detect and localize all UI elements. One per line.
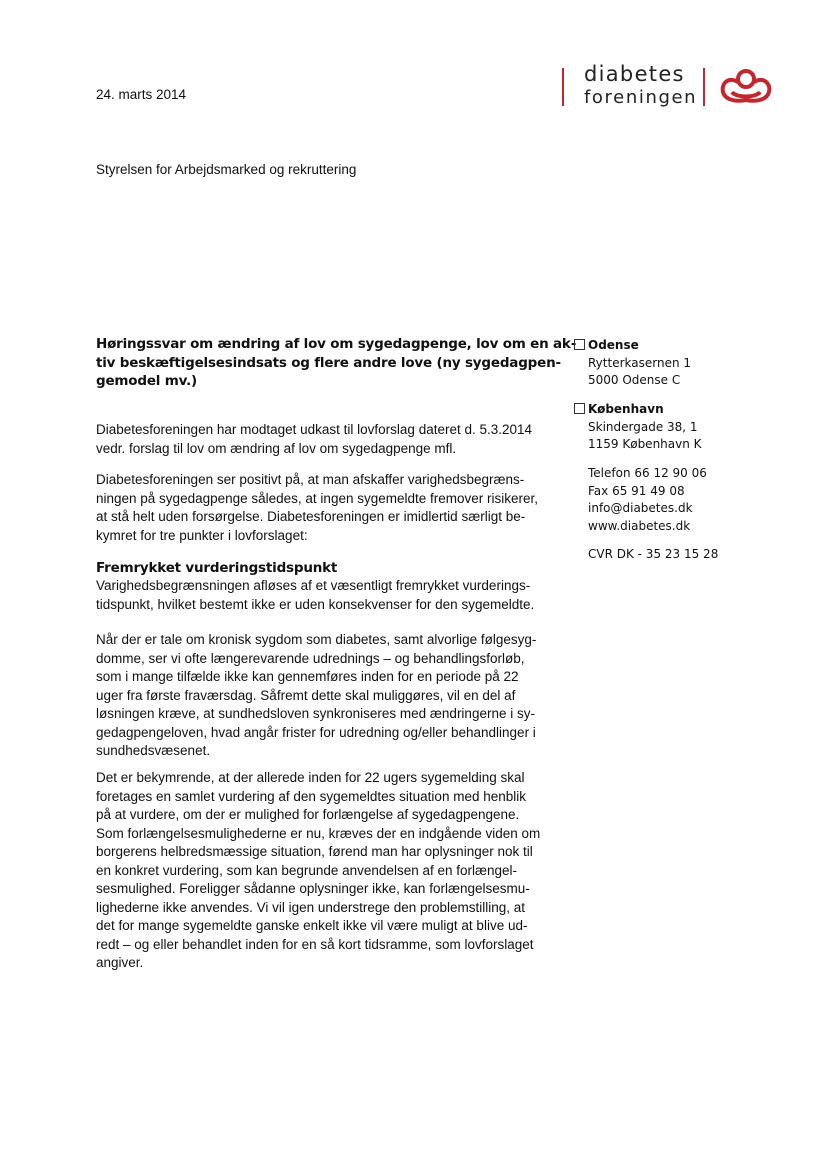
office-title-odense: Odense — [588, 338, 639, 352]
letter-date: 24. marts 2014 — [96, 87, 187, 102]
sidebar-odense-address — [574, 337, 691, 390]
address-line: Rytterkasernen 1 — [588, 355, 692, 370]
cvr-number: CVR DK - 35 23 15 28 — [588, 547, 719, 561]
sidebar-contact-info — [588, 465, 707, 535]
paragraph: Når der er tale om kronisk sygdom som diabetes, samt alvorlige følgesyg- domme, ser vi ofte længerevarende udrednings – og behandlingsforløb, som i mange tilfælde ikke kan gennemføres inden for en periode på 22 uger fra første fraværsdag. Såfremt dette skal muliggøres, vil en del af løsningen kræve, at sundhedsloven synkroniseres med ændringerne i sy- gedagpengeloven, hvad angår frister for udredning og/eller behandlinger i sundhedsvæsenet. — [96, 632, 537, 758]
logo-word-diabetes: diabetes — [584, 62, 685, 86]
address-line: 5000 Odense C — [588, 373, 681, 387]
paragraph: Det er bekymrende, at der allerede inden for 22 ugers sygemelding skal foretages en samlet vurdering af den sygemeldtes situation med henblik på at vurdere, om der er mulighed for forlængelse af sygedagpengene. Som forlængelsesmulighederne er nu, kræves der en indgående viden om borgerens helbredsmæssige situation, førend man har oplysninger nok til en konkret vurdering, som kan begrunde anvendelsen af en forlængel- sesmulighed. Foreligger sådanne oplysninger ikke, kan forlængelsesmu- lighederne ikke anvendes. Vi vil igen understrege den problemstilling, at det for mange sygemeldte ganske enkelt ikke vil være muligt at blive ud- redt – og eller behandlet inden for en så kort tidsramme, som lovforslaget angiver. — [96, 770, 541, 970]
subject-heading — [96, 335, 577, 391]
checkbox-icon — [574, 403, 585, 414]
diabetesforeningen-logo — [562, 64, 774, 110]
logo-heart-icon — [718, 66, 774, 108]
paragraph: Varighedsbegrænsningen afløses af et væsentligt fremrykket vurderings- tidspunkt, hvilket bestemt ikke er uden konsekvenser for den sygemeldte. — [96, 578, 535, 612]
paragraph: Diabetesforeningen har modtaget udkast til lovforslag dateret d. 5.3.2014 vedr. forslag til lov om ændring af lov om sygedagpenge mfl. — [96, 422, 533, 456]
subject-line: tiv beskæftigelsesindsats og flere andre love (ny sygedagpen- — [96, 354, 561, 371]
email-link[interactable]: info@diabetes.dk — [588, 501, 693, 515]
sidebar-kobenhavn-address — [574, 401, 702, 454]
logo-word-foreningen: foreningen — [584, 87, 698, 108]
checkbox-icon — [574, 339, 585, 350]
paragraph: Diabetesforeningen ser positivt på, at man afskaffer varighedsbegræns- ningen på sygedagpenge således, at ingen sygemeldte fremover risikerer, at stå helt uden forsørgelse. Diabetesforeningen er imidlertid særligt be- kymret for tre punkter i lovforslaget: — [96, 472, 539, 543]
recipient: Styrelsen for Arbejdsmarked og rekruttering — [96, 162, 357, 177]
address-line: Skindergade 38, 1 — [588, 419, 698, 434]
subject-line: Høringssvar om ændring af lov om sygedagpenge, lov om en ak- — [96, 336, 577, 352]
section-heading: Fremrykket vurderingstidspunkt — [96, 560, 338, 576]
address-line: 1159 København K — [588, 437, 702, 451]
phone-number: Telefon 66 12 90 06 — [588, 466, 707, 480]
fax-number: Fax 65 91 49 08 — [588, 483, 685, 498]
logo-divider-left — [562, 68, 564, 106]
subject-line: gemodel mv.) — [96, 373, 197, 389]
logo-divider-right — [703, 68, 705, 106]
office-title-kobenhavn: København — [588, 402, 664, 416]
website-link[interactable]: www.diabetes.dk — [588, 518, 691, 533]
